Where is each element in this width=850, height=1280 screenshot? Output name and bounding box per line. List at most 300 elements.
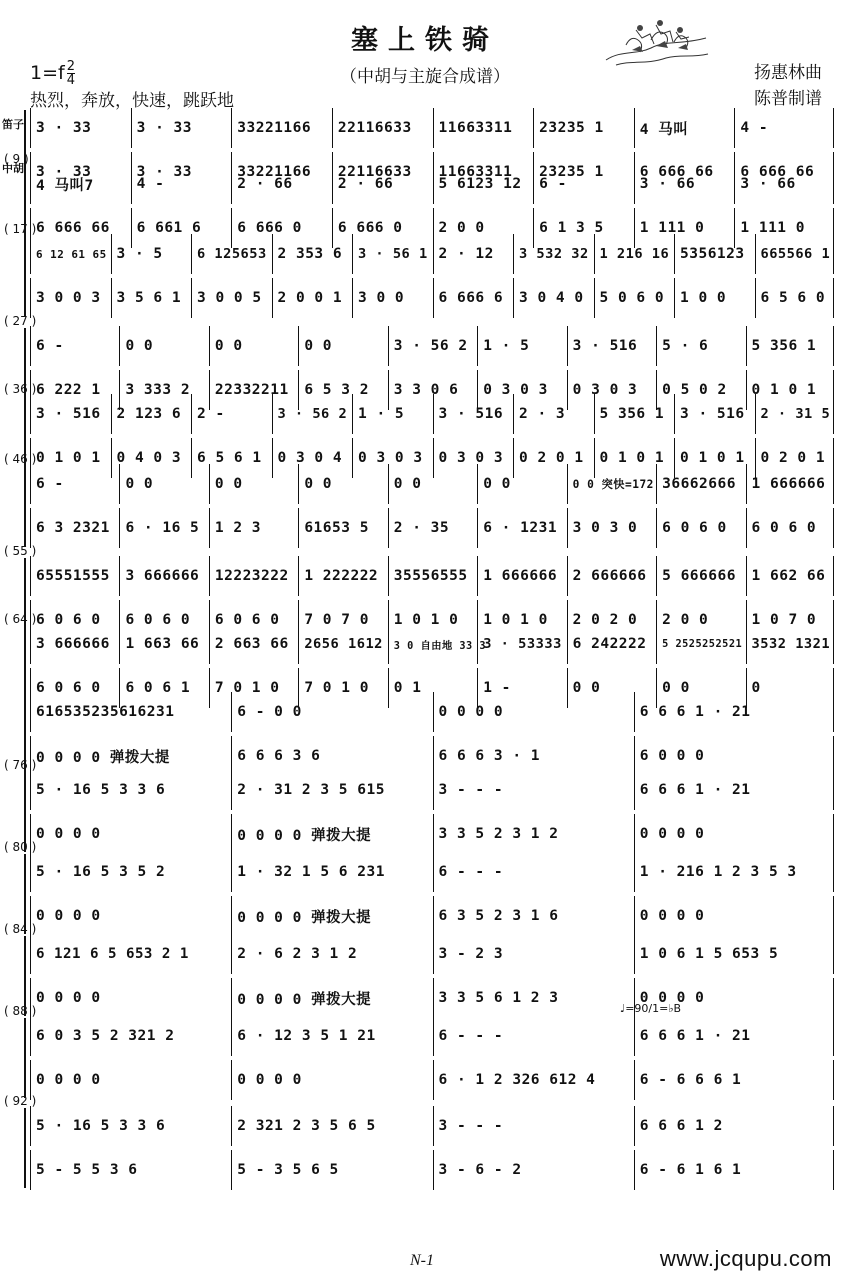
measure	[30, 1106, 229, 1146]
measure-notes: 6 0 6 0	[662, 520, 727, 536]
measure	[388, 326, 475, 366]
measure	[30, 394, 109, 434]
measure-notes: 3 · 56 1	[358, 246, 428, 262]
measure-notes: 23235 1	[539, 164, 604, 180]
measure	[352, 278, 431, 318]
measure-notes: 6 5 6 1	[197, 450, 262, 466]
measure-notes: 5356123	[680, 246, 745, 262]
measure	[119, 508, 206, 548]
measure	[332, 108, 431, 148]
measure	[119, 556, 206, 596]
measure-notes: 6 666 6	[438, 290, 504, 306]
measure-notes: 6 121 6 5 653 2 1	[36, 946, 189, 962]
measure-notes: 2 0 0	[438, 220, 485, 236]
measure	[231, 978, 430, 1018]
measure-notes: 0 1 0 1	[680, 450, 745, 466]
barline-end	[833, 852, 834, 892]
measure	[131, 164, 230, 204]
measure-number: ( 64 )	[4, 612, 37, 626]
measure-notes: 6 6 6 1 · 21	[639, 782, 751, 798]
measure	[734, 108, 833, 148]
measure-notes: 0 0 0 0	[36, 990, 101, 1006]
measure-notes: 3 0 0 3	[36, 290, 101, 306]
instrument-label-zhonghu: 中胡	[2, 162, 24, 175]
measure-notes: 1 666666	[751, 476, 826, 492]
measure-notes: 6 0 6 1	[125, 680, 191, 696]
measure-notes: 1 662 66	[751, 568, 826, 584]
measure-notes: 6 5 3 2	[304, 382, 369, 398]
key-signature	[30, 60, 75, 87]
measure	[433, 896, 632, 936]
measure	[30, 814, 229, 854]
measure-number: ( 46 )	[4, 452, 37, 466]
measure	[634, 108, 733, 148]
measure	[567, 464, 654, 504]
measure	[298, 624, 385, 664]
measure-notes: 5 356 1	[751, 338, 817, 354]
measure	[209, 556, 296, 596]
measure-notes: 3 · 516	[572, 338, 638, 354]
staff-dizi	[30, 934, 835, 974]
measure-notes: 1 · 32 1 5 6 231	[237, 864, 385, 880]
measure	[231, 1060, 430, 1100]
measure-notes: 0 5 0 2	[662, 382, 727, 398]
measure-number: ( 27 )	[4, 314, 37, 328]
score-system	[0, 840, 850, 940]
measure-notes: 6 661 6	[136, 220, 202, 236]
measure-notes: 0 1 0 1	[36, 450, 101, 466]
measure-notes: 5 - 3 5 6 5	[237, 1162, 339, 1178]
measure	[30, 1060, 229, 1100]
measure-notes: 35556555	[393, 568, 468, 584]
measure-notes: 0 0 0 0	[639, 990, 705, 1006]
measure-notes: 3 0 0	[358, 290, 405, 306]
measure	[30, 852, 229, 892]
measure-notes: 0 1	[393, 680, 422, 696]
measure-notes: 5 - 5 5 3 6	[36, 1162, 138, 1178]
tempo-marking: 热烈，奔放，快速，跳跃地	[30, 91, 234, 111]
website-watermark: www.jcqupu.com	[659, 1246, 832, 1271]
measure	[231, 1016, 430, 1056]
measure	[433, 278, 512, 318]
measure-notes: 3 532 32	[519, 246, 589, 262]
measure-notes: 1 · 216 1 2 3 5 3	[639, 864, 797, 880]
measure-notes: 0 1 0 1	[751, 382, 817, 398]
measure	[656, 508, 743, 548]
measure	[674, 394, 753, 434]
measure	[433, 1060, 632, 1100]
measure-notes: 1 0 6 1 5 653 5	[639, 946, 779, 962]
measure	[30, 508, 117, 548]
arranger-name: 陈普制谱	[754, 89, 822, 109]
measure-notes: 616535235616231	[36, 704, 175, 720]
measure-notes: 6 - 0 0	[237, 704, 302, 720]
measure	[433, 394, 512, 434]
measure-notes: 2 0 2 0	[572, 612, 638, 628]
barline-end	[833, 770, 834, 810]
measure-notes: 2 · 66	[337, 176, 394, 192]
measure-notes: 3 0 4 0	[519, 290, 584, 306]
measure-number: ( 36 )	[4, 382, 37, 396]
measure-notes: 0 0	[125, 476, 154, 492]
measure	[131, 108, 230, 148]
system-brace	[24, 236, 26, 316]
measure	[30, 164, 129, 204]
measure	[433, 1150, 632, 1190]
staff-dizi	[30, 624, 835, 664]
measure-notes: 0 0	[483, 476, 511, 492]
measure-notes: 0 0	[304, 476, 333, 492]
measure-notes: 0 3 0 3	[572, 382, 638, 398]
measure	[30, 624, 117, 664]
measure	[433, 1016, 632, 1056]
barline-end	[833, 1106, 834, 1146]
measure-notes: 4 -	[740, 120, 769, 136]
measure	[746, 508, 833, 548]
measure-notes: 0 0 0 0	[237, 1072, 302, 1088]
measure-notes: 0	[751, 680, 761, 696]
measure-notes: 3 0 自由地 33 3	[393, 639, 487, 652]
staff-dizi	[30, 556, 835, 596]
measure	[30, 1150, 229, 1190]
measure	[477, 556, 564, 596]
measure	[634, 770, 833, 810]
measure-notes: 2 · 3	[519, 406, 566, 422]
measure-notes: 5 356 1	[599, 406, 665, 422]
measure-notes: 3 - - -	[438, 1118, 504, 1134]
measure-notes: 6 - 6 6 6 1	[639, 1072, 742, 1088]
system-brace	[24, 466, 26, 546]
measure	[513, 278, 592, 318]
measure-notes: 2 · 12	[438, 246, 494, 262]
barline-end	[833, 1060, 834, 1100]
measure	[674, 234, 753, 274]
measure-notes: 2 · 31 5	[760, 406, 831, 422]
measure	[755, 234, 834, 274]
measure	[352, 394, 431, 434]
measure-notes: 3 · 56 2	[393, 338, 468, 354]
measure-notes: 0 0 0 0	[36, 908, 101, 924]
measure-notes: 1 216 16	[599, 246, 670, 262]
score-system	[0, 1002, 850, 1104]
measure-notes: 6 6 6 1 · 21	[639, 1028, 751, 1044]
measure-notes: 6 125653	[197, 246, 267, 262]
measure	[477, 326, 564, 366]
measure-notes: 4 -	[136, 176, 165, 192]
measure-notes: 6 · 1231	[483, 520, 558, 536]
measure-notes: 2 123 6	[116, 406, 182, 422]
measure	[30, 770, 229, 810]
measure-notes: 1 111 0	[740, 220, 805, 236]
staff-zhonghu	[30, 896, 835, 936]
measure-number: ( 84 )	[4, 922, 37, 936]
barline-end	[833, 896, 834, 936]
measure-notes: 3 666666	[125, 568, 200, 584]
measure	[30, 464, 117, 504]
measure	[634, 934, 833, 974]
measure-notes: 1 0 0	[680, 290, 727, 306]
measure-notes: 0 0	[662, 680, 690, 696]
measure-notes: 2 321 2 3 5 6 5	[237, 1118, 376, 1134]
barline-end	[833, 278, 834, 318]
measure-notes: 0 3 0 3	[358, 450, 423, 466]
measure	[298, 464, 385, 504]
measure-notes: 3 666666	[36, 636, 110, 652]
measure-notes: 0 0 0 0 弹拨大提	[237, 827, 372, 844]
measure	[634, 814, 833, 854]
measure-notes: 3 3 5 6 1 2 3	[438, 990, 559, 1006]
measure-notes: 2 0 0 1	[277, 290, 343, 306]
barline-end	[833, 978, 834, 1018]
measure-notes: 6 6 6 1 2	[639, 1118, 723, 1134]
measure	[755, 394, 834, 434]
measure-notes: 3 · 33	[136, 120, 193, 136]
measure	[634, 1106, 833, 1146]
measure-notes: 6 3 5 2 3 1 6	[438, 908, 559, 924]
measure	[388, 624, 487, 664]
measure-number: ( 76 )	[4, 758, 37, 772]
measure-notes: 6 6 6 3 · 1	[438, 748, 541, 764]
measure-notes: 6 12 61 65	[36, 247, 107, 261]
measure-notes: 3 · 33	[36, 120, 92, 136]
measure-notes: 0 0	[393, 476, 422, 492]
measure	[30, 934, 229, 974]
measure	[634, 692, 833, 732]
measure-notes: 6 0 6 0	[751, 520, 817, 536]
measure	[513, 234, 592, 274]
measure-notes: 0 0	[304, 338, 333, 354]
barline-end	[833, 108, 834, 148]
measure	[433, 852, 632, 892]
measure-notes: 3 · 516	[438, 406, 504, 422]
measure	[30, 978, 229, 1018]
measure-notes: 3 · 33	[36, 164, 92, 180]
measure	[231, 164, 330, 204]
measure	[388, 508, 475, 548]
measure	[433, 770, 632, 810]
measure-notes: 1 222222	[304, 568, 379, 584]
measure-notes: 3 3 5 2 3 1 2	[438, 826, 559, 842]
measure-notes: 2656 1612	[304, 636, 383, 652]
measure-notes: 2 0 0	[662, 612, 709, 628]
barline-end	[833, 234, 834, 274]
staff-dizi	[30, 1106, 835, 1146]
measure	[746, 464, 833, 504]
measure-notes: 6 666 0	[237, 220, 302, 236]
time-signature: $\frac{2}{4}$	[66, 59, 75, 88]
measure-notes: 3 · 33	[136, 164, 193, 180]
measure-notes: 3 - - -	[438, 782, 504, 798]
measure-notes: 6 666 66	[639, 164, 714, 180]
measure-notes: 0 0 0 0	[639, 908, 705, 924]
barline-end	[833, 508, 834, 548]
measure	[191, 394, 270, 434]
measure-notes: 5 · 16 5 3 3 6	[36, 1118, 166, 1134]
measure-notes: 5 0 6 0	[599, 290, 665, 306]
measure	[209, 464, 296, 504]
horse-riders-illustration	[596, 10, 716, 78]
measure-notes: 3 · 66	[639, 176, 696, 192]
score-system	[0, 1094, 850, 1194]
measure-notes: 0 0 0 0	[36, 826, 101, 842]
measure-notes: 0 0 0 0 弹拨大提	[237, 909, 372, 926]
measure-notes: 0 2 0 1	[519, 450, 584, 466]
score-system	[0, 758, 850, 858]
measure-notes: 2 · 66	[237, 176, 293, 192]
measure	[433, 164, 532, 204]
measure-notes: 3 5 6 1	[116, 290, 182, 306]
measure	[231, 108, 330, 148]
measure-notes: 6 6 6 1 · 21	[639, 704, 751, 720]
measure-number: ( 88 )	[4, 1004, 37, 1018]
measure-notes: 0 3 0 3	[438, 450, 504, 466]
measure	[191, 234, 270, 274]
measure	[191, 278, 270, 318]
measure	[594, 278, 673, 318]
measure	[674, 278, 753, 318]
measure-notes: 0 0	[125, 338, 154, 354]
staff-zhonghu	[30, 814, 835, 854]
barline-end	[833, 464, 834, 504]
measure	[30, 556, 117, 596]
measure-notes: 6 5 6 0	[760, 290, 826, 306]
measure-notes: 2 663 66	[214, 636, 289, 652]
measure-notes: 6 0 6 0	[36, 680, 101, 696]
measure-notes: 5 2525252521	[662, 638, 743, 650]
measure	[533, 164, 632, 204]
measure-notes: 33221166	[237, 120, 312, 136]
measure-notes: 5 6123 12	[438, 176, 522, 192]
measure-notes: 0 0	[214, 338, 243, 354]
measure-notes: 5 666666	[662, 568, 736, 584]
measure	[433, 934, 632, 974]
measure-notes: 61653 5	[304, 520, 369, 536]
measure-number: ( 17 )	[4, 222, 37, 236]
score-system	[0, 692, 850, 780]
measure-notes: 6 - - -	[438, 864, 504, 880]
measure	[656, 464, 743, 504]
measure	[567, 508, 654, 548]
measure-notes: 2 · 6 2 3 1 2	[237, 946, 358, 962]
measure	[272, 234, 351, 274]
measure	[30, 278, 109, 318]
measure-notes: 22332211	[214, 382, 289, 398]
measure-notes: 7 0 1 0	[304, 680, 369, 696]
measure-notes: 22116633	[337, 120, 412, 136]
measure	[477, 624, 564, 664]
measure-notes: 6 666 66	[36, 220, 110, 236]
measure-notes: 6 0 6 0	[214, 612, 280, 628]
staff-dizi	[30, 234, 835, 274]
measure-notes: 1 · 5	[483, 338, 530, 354]
measure-notes: 11663311	[438, 164, 513, 180]
measure	[209, 508, 296, 548]
measure	[30, 1016, 229, 1056]
measure-notes: 5 · 16 5 3 5 2	[36, 864, 166, 880]
measure-notes: 3532 1321	[751, 636, 831, 652]
measure	[433, 814, 632, 854]
measure-notes: 0 0 0 0 弹拨大提	[237, 991, 372, 1008]
measure	[119, 464, 206, 504]
measure	[388, 556, 475, 596]
measure-notes: 1 -	[483, 680, 511, 696]
measure-notes: 3 · 516	[36, 406, 101, 422]
measure-notes: 3 · 53333	[483, 636, 562, 652]
measure-notes: 3 3 0 6	[393, 382, 459, 398]
measure	[477, 464, 564, 504]
staff-dizi	[30, 692, 835, 732]
measure-notes: 3 · 5	[116, 246, 163, 262]
measure	[332, 164, 431, 204]
barline-end	[833, 624, 834, 664]
measure	[231, 814, 430, 854]
measure	[30, 326, 117, 366]
barline-end	[833, 394, 834, 434]
measure	[746, 624, 833, 664]
measure	[209, 326, 296, 366]
measure	[734, 164, 833, 204]
measure-notes: 3 0 0 5	[197, 290, 262, 306]
system-brace	[24, 1018, 26, 1098]
measure-notes: 0 3 0 4	[277, 450, 343, 466]
barline-end	[833, 934, 834, 974]
measure-notes: 0 4 0 3	[116, 450, 182, 466]
barline-end	[833, 1150, 834, 1190]
staff-dizi	[30, 394, 835, 434]
measure	[433, 692, 632, 732]
measure	[272, 278, 351, 318]
measure-notes: 6 3 2321	[36, 520, 110, 536]
staff-dizi	[30, 464, 835, 504]
measure-number: ( 92 )	[4, 1094, 37, 1108]
measure	[298, 326, 385, 366]
staff-dizi	[30, 852, 835, 892]
measure	[388, 464, 475, 504]
measure	[477, 508, 564, 548]
score-system	[0, 922, 850, 1022]
staff-dizi	[30, 1016, 835, 1056]
measure	[30, 234, 109, 274]
measure	[634, 1150, 833, 1190]
measure-notes: 1 111 0	[639, 220, 705, 236]
measure-notes: 22116633	[337, 164, 412, 180]
tempo-change-marking: ♩=90/1=♭B	[620, 1002, 682, 1015]
measure	[352, 234, 431, 274]
measure	[656, 326, 743, 366]
staff-dizi	[30, 108, 835, 148]
measure	[567, 326, 654, 366]
measure-notes: 0 0 突快=172	[572, 478, 654, 491]
measure	[231, 896, 430, 936]
measure-notes: 1 666666	[483, 568, 558, 584]
measure-notes: 0 0 0 0	[639, 826, 705, 842]
measure-notes: 2 · 31 2 3 5 615	[237, 782, 385, 798]
measure	[30, 692, 229, 732]
measure	[119, 624, 206, 664]
measure	[111, 278, 190, 318]
measure-notes: 3 · 56 2	[277, 406, 348, 422]
measure-notes: 6 666 0	[337, 220, 403, 236]
barline-end	[833, 326, 834, 366]
staff-dizi	[30, 770, 835, 810]
barline-end	[833, 164, 834, 204]
measure	[231, 770, 430, 810]
measure-notes: 7 0 1 0	[214, 680, 280, 696]
staff-zhonghu	[30, 1150, 835, 1190]
measure-notes: 6 0 3 5 2 321 2	[36, 1028, 175, 1044]
credits	[754, 60, 822, 112]
measure-notes: 1 663 66	[125, 636, 200, 652]
